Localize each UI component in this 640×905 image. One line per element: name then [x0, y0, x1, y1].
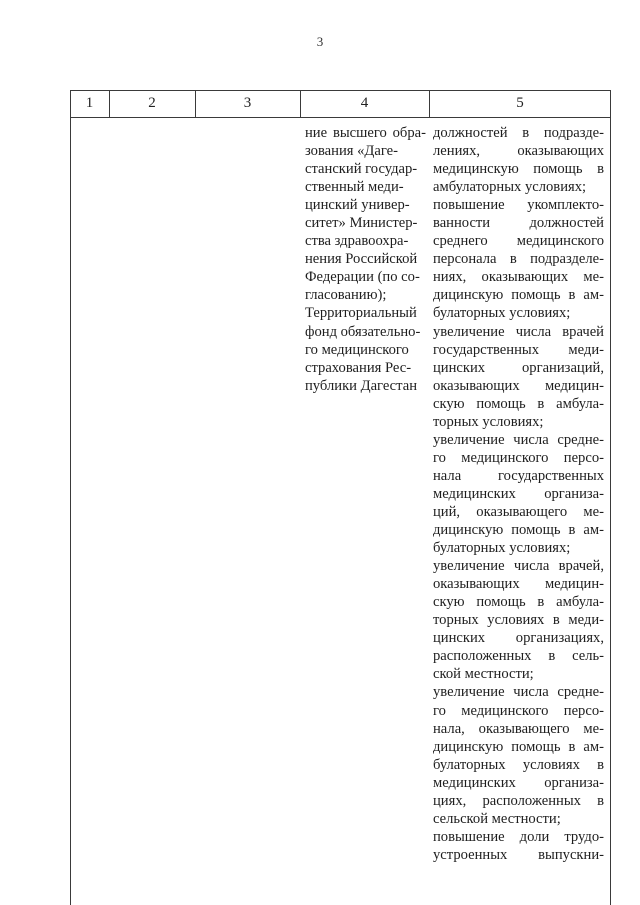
header-col-3: 3 [243, 95, 252, 111]
text-line: торных условиях; [433, 413, 544, 430]
text-line: скую помощь в амбула- [433, 594, 604, 611]
text-line: персонала в подразделе- [433, 251, 604, 268]
col-divider-1 [109, 90, 110, 118]
text-line: повышение укомплекто- [433, 197, 604, 214]
text-line: страхования Рес- [305, 359, 412, 376]
text-line: булаторных условиях; [433, 305, 571, 322]
text-line: скую помощь в амбула- [433, 395, 604, 412]
text-line: ства здравоохра- [305, 233, 409, 250]
text-line: сельской местности; [433, 810, 561, 827]
header-col-5: 5 [516, 95, 524, 111]
text-line: ской местности; [433, 666, 534, 683]
text-line: гласованию); [305, 287, 387, 304]
text-line: повышение доли трудо- [433, 828, 604, 845]
text-line: зования «Даге- [305, 143, 398, 160]
text-line: го медицинского [305, 341, 409, 358]
text-line: оказывающих медицин- [433, 576, 604, 593]
text-line: ственный меди- [305, 179, 404, 196]
text-line: булаторных условиях в [433, 756, 604, 773]
col-divider-4 [429, 90, 430, 118]
text-line: государственных меди- [433, 341, 604, 358]
text-line: публики Дагестан [305, 377, 418, 394]
text-line: цинских организациях, [433, 630, 604, 647]
text-line: оказывающих медицин- [433, 377, 604, 394]
text-line: цинских организаций, [433, 359, 604, 376]
cell-col-4-text [305, 124, 426, 395]
table-left-border [70, 90, 71, 905]
text-line: должностей в подразде- [433, 125, 604, 141]
text-line: дицинскую помощь в ам- [433, 738, 604, 755]
text-line: расположенных в сель- [433, 648, 604, 665]
text-line: нала государственных [433, 467, 604, 484]
text-line: циях, расположенных в [433, 792, 604, 809]
header-col-4: 4 [360, 95, 369, 111]
text-line: булаторных условиях; [433, 540, 571, 557]
text-line: торных условиях в меди- [433, 612, 604, 629]
text-line: го медицинского персо- [433, 702, 604, 719]
text-line: ванности должностей [433, 215, 604, 232]
text-line: медицинских организа- [433, 485, 604, 502]
page-number: 3 [316, 34, 324, 49]
text-line: устроенных выпускни- [433, 846, 604, 863]
text-line: нения Российской [305, 251, 418, 268]
text-line: среднего медицинского [433, 233, 604, 250]
table-header-bottom-border [70, 117, 611, 118]
text-line: фонд обязательно- [305, 323, 421, 340]
text-line: го медицинского персо- [433, 449, 604, 466]
text-line: медицинскую помощь в [433, 161, 604, 178]
text-line: лениях, оказывающих [433, 143, 604, 160]
text-line: дицинскую помощь в ам- [433, 287, 604, 304]
text-line: увеличение числа врачей, [433, 558, 604, 575]
text-line: станский государ- [305, 161, 418, 178]
text-line: медицинских организа- [433, 774, 604, 791]
col-divider-3 [300, 90, 301, 118]
table-right-border [610, 90, 611, 905]
text-line: ниях, оказывающих ме- [433, 269, 604, 286]
header-col-2: 2 [148, 95, 156, 111]
text-line: дицинскую помощь в ам- [433, 522, 604, 539]
text-line: ние высшего обра- [305, 125, 426, 141]
text-line: ций, оказывающего ме- [433, 503, 604, 520]
text-line: увеличение числа средне- [433, 431, 604, 448]
text-line: нала, оказывающего ме- [433, 720, 604, 737]
text-line: ситет» Министер- [305, 215, 418, 232]
text-line: цинский универ- [305, 197, 410, 214]
text-line: амбулаторных условиях; [433, 179, 587, 196]
header-col-1: 1 [85, 95, 94, 111]
text-line: увеличение числа средне- [433, 684, 604, 701]
col-divider-2 [195, 90, 196, 118]
cell-col-5-text [433, 124, 604, 864]
text-line: Федерации (по со- [305, 269, 420, 286]
text-line: увеличение числа врачей [433, 323, 604, 340]
text-line: Территориальный [305, 305, 417, 322]
